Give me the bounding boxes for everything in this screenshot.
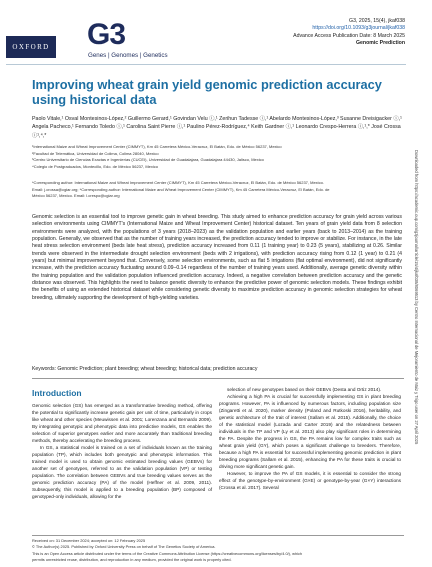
correspondence-line: Email: j.crossa@cgiar.org; *Corresponding author: International Maize and Wheat Improvement Center (CIMMYT), Km 45 Carretera México-Veracruz, El Batán, Edo. de <box>32 186 330 192</box>
citation: G3, 2025, 15(4), jkaf038 <box>349 18 405 24</box>
article-header-info <box>293 18 405 47</box>
footer-divider <box>32 535 404 536</box>
download-watermark <box>411 150 419 445</box>
journal-logo-subtitle: Genes | Genomes | Genetics <box>88 52 168 59</box>
received-dates: Received on: 31 December 2024; accepted on: 12 February 2025 <box>32 538 146 543</box>
correspondence-line: México 56237, Mexico. Email: l.crespo@cgiar.org <box>32 193 120 199</box>
advance-access-date: Advance Access Publication Date: 8 March 2025 <box>293 32 405 39</box>
affiliations <box>32 144 402 170</box>
journal-logo-mark: G3 <box>87 18 126 51</box>
paragraph: However, to improve the PA of GS models, it is essential to consider the strong effect of the genotype-by-environment (G×E) or genotype-by-year (G×Y) interactions (Crossa et al. 2017). Several <box>219 471 401 490</box>
section-heading-introduction: Introduction <box>32 388 82 398</box>
body-column-right <box>219 386 401 491</box>
affiliation: ¹International Maize and Wheat Improvement Center (CIMMYT), Km 45 Carretera México-Veracruz, El Batán, Edo. de México 56237, Mexico <box>32 144 282 149</box>
copyright: © The Author(s) 2025. Published by Oxford University Press on behalf of The Genetics Society of America. <box>32 544 216 550</box>
paragraph: selection of new genotypes based on their GEBVs (Desta and Ortiz 2014). <box>227 387 382 392</box>
license-text: This is an Open Access article distributed under the terms of the Creative Commons Attribution License (https://creativecommons.org/licenses/by/4.0/), which <box>32 550 303 556</box>
journal-logo[interactable] <box>87 20 159 54</box>
header-divider <box>6 64 406 65</box>
affiliation: ³Centro Universitario de Ciencias Exactas e Ingenierías (CUCEI), Universidad de Guadalajara, Guadalajara 44430, Jalisco, Mexico <box>32 157 264 163</box>
article-footer <box>32 538 402 563</box>
paragraph: Achieving a high PA is crucial for successfully implementing GS in plant breeding programs. However, PA is influenced by numerous factors, including population size (Zingaretti et al. 2020), marker density (Poland and Rutkoski 2016), heritability, and genetic architecture of the trait of interest (Sallam et al. 2015). Additionally, the choice of the statistical model (Lozada and Carter 2019) and the relatedness between individuals in the TP and VP (Ly et al. 2013) also play significant roles in determining the PA. Despite the progress in GS, the PA remains low for complex traits such as wheat grain yield (GY), which poses a significant challenge to breeders. Therefore, because a high PA is essential for successful implementing genomic prediction in plant breeding programs (Sallam et al. 2015), enhancing the PA for these traits is crucial to driving more significant genetic gain. <box>219 394 401 469</box>
doi-link[interactable]: https://doi.org/10.1093/g3journal/jkaf038 <box>312 25 405 32</box>
article-title: Improving wheat grain yield genomic prediction accuracy using historical data <box>32 77 382 107</box>
paragraph: Genomic selection (GS) has emerged as a transformative breeding method, offering the potential to significantly increase genetic gain per unit of time, particularly in crops like wheat and other species (Meuwissen et al. 2001; Lorenzana and Bernardo 2009). By integrating genotypic and phenotypic data into predictive models, GS enables the selection of superior genotypes earlier and more accurately than traditional breeding methods, thereby accelerating the breeding process. <box>32 403 212 443</box>
license-text: permits unrestricted reuse, distribution, and reproduction in any medium, provided the original work is properly cited. <box>32 556 232 562</box>
abstract: Genomic selection is an essential tool to improve genetic gain in wheat breeding. This study aimed to enhance prediction accuracy for grain yield across various selection environments using CIMMYT's (International Maize and Wheat Improvement Center) historical dataset. Ten years of grain yield data from 8 selection environments were analyzed, with the populations of 3 years (2018–2023) as the validation population and earlier years (back to 2013–2014) as the training population. Generally, we observed that as the number of training years increased, the prediction accuracy tended to improve or stabilize. For instance, in the late heat stress selection environment (beds late heat stress), prediction accuracy increased from 0.11 (1 training year) to 0.23 (5 years), stabilizing at 0.26. Similar trends were observed in the intermediate drought selection environment (beds with 2 irrigations), with prediction accuracy rising from 0.12 (1 year) to 0.21 (4 years) but minimal improvement beyond that. Conversely, some selection environments, such as flat 5 irrigations (flat optimal environment), did not significantly increase, with the prediction accuracy fluctuating around 0.09–0.14 regardless of the number of training years used. Additionally, average genetic diversity within the training population and the validation population influenced prediction accuracy. Indeed, a negative correlation between prediction accuracy and the genetic distance was observed. This highlights the need to balance genetic diversity to enhance the predictive power of genomic selection models. These findings exhibit the benefits of using an extended historical dataset while considering genetic diversity to maximize prediction accuracy in genomic selection strategies for wheat breeding, ultimately supporting the development of high-yielding varieties. <box>32 214 402 301</box>
affiliation: ⁴Colegio de Postgraduados, Montecillo, Edo. de México 56237, Mexico <box>32 163 159 169</box>
paragraph: In GS, a statistical model is trained on a set of individuals known as the training population (TP), which includes both genotypic and phenotypic information. This trained model is used to obtain genomic estimated breeding values (GEBVs) for another set of genotypes, referred to as the validation population (VP) or testing population. The correlation between GEBVs and true breeding values serves as the genomic prediction accuracy (PA) of the model (Heffner et al. 2009, 2011). Subsequently, this model is applied to a breeding population (BP) composed of genotyped-only individuals, allowing for the <box>32 445 212 499</box>
article-section: Genomic Prediction <box>355 39 405 46</box>
body-column-left <box>32 402 212 500</box>
affiliation: ²Facultad de Telemática, Universidad de Colima, Colima 28040, Mexico <box>32 150 159 156</box>
correspondence <box>32 180 402 200</box>
publisher-logo: OXFORD <box>6 36 56 58</box>
download-watermark-text: Downloaded from https://academic.oup.com/g3journal/article/15/4/jkaf038/8069513 by Centro Internacional de Mejoramiento de Maiz y Trigo user on 27 April 2025 <box>414 150 419 445</box>
abstract-divider <box>32 378 404 379</box>
author-list[interactable]: Paolo Vitale,¹ Osval Montesinos-López,² Guillermo Gerard,¹ Govindan Velu ⓘ,¹ Zerihun Tadesse ⓘ,¹ Abelardo Montesinos-López,³ Susanne Dreisigacker ⓘ,¹ Angela Pacheco,¹ Fernando Toledo ⓘ,¹ Carolina Saint Pierre ⓘ,¹ Paulino Pérez-Rodríguez,⁴ Keith Gardner ⓘ,¹ Leonardo Crespo-Herrera ⓘ,¹,* José Crossa ⓘ¹,⁴,* <box>32 116 402 139</box>
keywords: Keywords: Genomic Prediction; plant breeding; wheat breeding; historical data; prediction accuracy <box>32 366 258 372</box>
correspondence-line: *Corresponding author: International Maize and Wheat Improvement Center (CIMMYT), Km 45 Carretera México-Veracruz, El Batán, Edo. de México 56237, Mexico. <box>32 180 324 185</box>
